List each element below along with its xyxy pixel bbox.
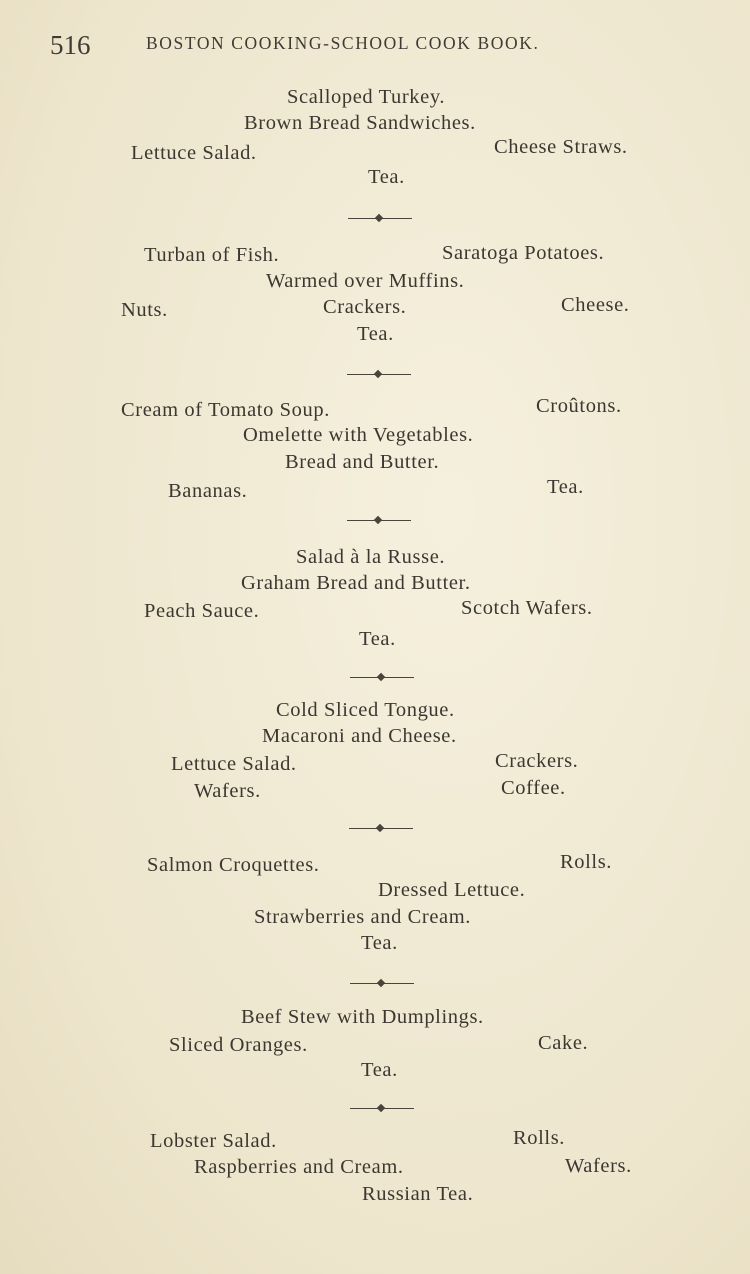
menu-item: Salad à la Russe.	[296, 546, 446, 568]
menu-item: Nuts.	[121, 299, 168, 321]
menu-item: Saratoga Potatoes.	[442, 242, 605, 264]
divider	[350, 979, 414, 989]
divider	[347, 516, 411, 526]
divider	[348, 214, 412, 224]
menu-item: Strawberries and Cream.	[254, 906, 472, 928]
running-title: BOSTON COOKING-SCHOOL COOK BOOK.	[146, 33, 540, 53]
menu-item: Tea.	[357, 323, 394, 345]
menu-item: Brown Bread Sandwiches.	[244, 112, 476, 134]
menu-item: Wafers.	[565, 1155, 632, 1177]
menu-item: Bread and Butter.	[285, 451, 440, 473]
menu-item: Tea.	[359, 628, 396, 650]
menu-item: Raspberries and Cream.	[194, 1156, 404, 1178]
menu-item: Wafers.	[194, 780, 261, 802]
menu-item: Lettuce Salad.	[171, 753, 297, 775]
menu-item: Cheese Straws.	[494, 136, 628, 158]
menu-item: Cold Sliced Tongue.	[276, 699, 455, 721]
menu-item: Rolls.	[513, 1127, 566, 1149]
menu-item: Russian Tea.	[362, 1183, 474, 1205]
menu-item: Croûtons.	[536, 395, 622, 417]
menu-item: Tea.	[361, 932, 398, 954]
menu-item: Tea.	[368, 166, 405, 188]
menu-item: Scalloped Turkey.	[287, 86, 446, 108]
menu-item: Turban of Fish.	[144, 244, 280, 266]
divider	[350, 673, 414, 683]
menu-item: Peach Sauce.	[144, 600, 260, 622]
menu-item: Tea.	[361, 1059, 398, 1081]
menu-item: Macaroni and Cheese.	[262, 725, 457, 747]
menu-item: Bananas.	[168, 480, 248, 502]
menu-item: Scotch Wafers.	[461, 597, 593, 619]
menu-item: Lobster Salad.	[150, 1130, 277, 1152]
menu-item: Lettuce Salad.	[131, 142, 257, 164]
menu-item: Tea.	[547, 476, 584, 498]
menu-item: Crackers.	[495, 750, 579, 772]
menu-item: Warmed over Muffins.	[266, 270, 465, 292]
menu-item: Graham Bread and Butter.	[241, 572, 471, 594]
menu-item: Cheese.	[561, 294, 630, 316]
menu-item: Cake.	[538, 1032, 589, 1054]
menu-item: Omelette with Vegetables.	[243, 424, 474, 446]
menu-item: Sliced Oranges.	[169, 1034, 308, 1056]
menu-item: Cream of Tomato Soup.	[121, 399, 330, 421]
menu-item: Rolls.	[560, 851, 613, 873]
divider	[350, 1104, 414, 1114]
menu-item: Dressed Lettuce.	[378, 879, 526, 901]
menu-item: Crackers.	[323, 296, 407, 318]
menu-item: Beef Stew with Dumplings.	[241, 1006, 484, 1028]
menu-item: Salmon Croquettes.	[147, 854, 320, 876]
divider	[349, 824, 413, 834]
menu-item: Coffee.	[501, 777, 566, 799]
page-number: 516	[50, 30, 91, 60]
divider	[347, 370, 411, 380]
